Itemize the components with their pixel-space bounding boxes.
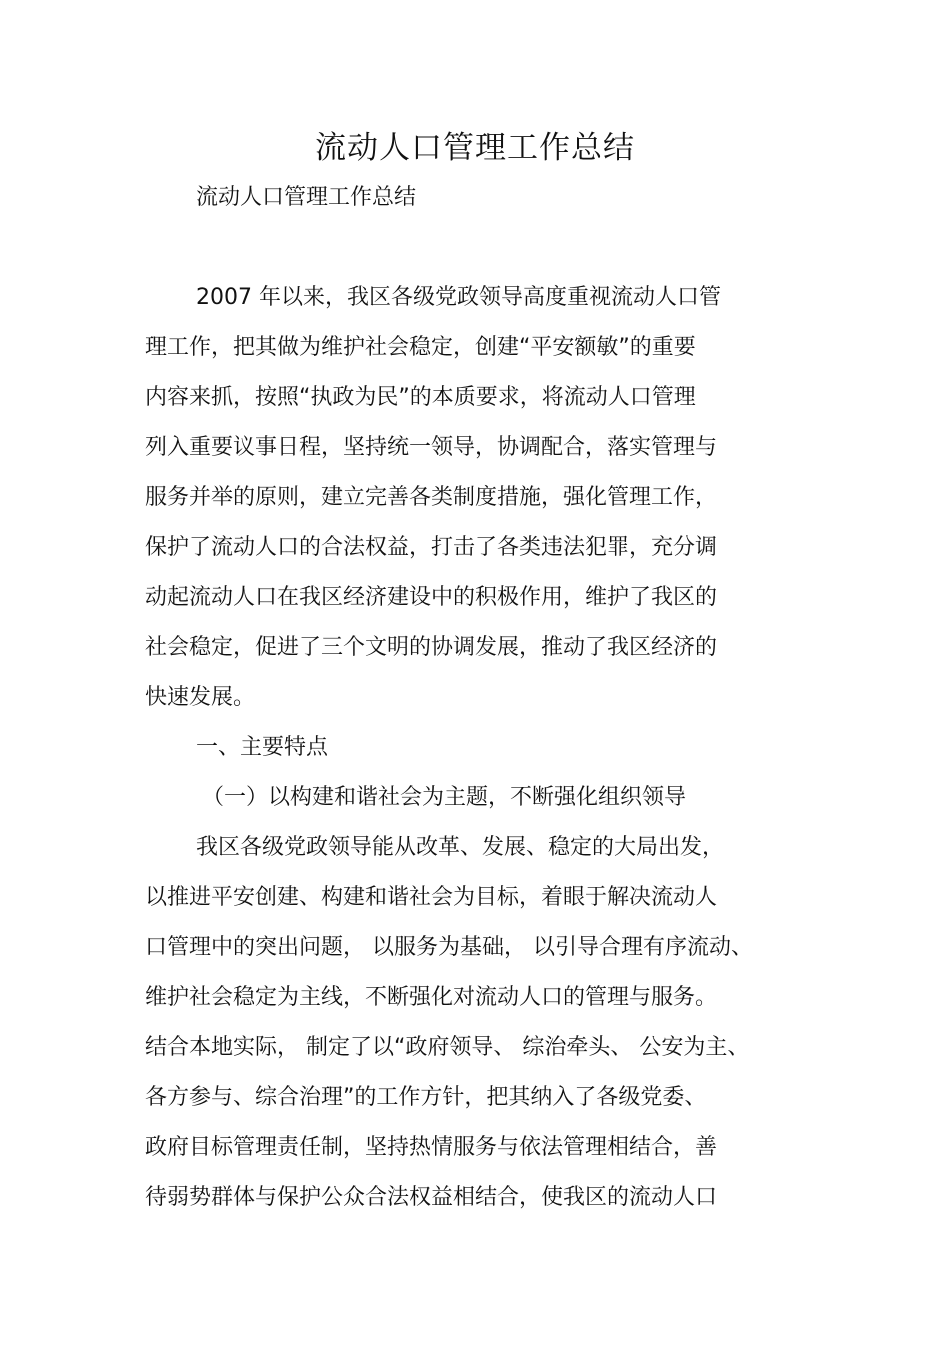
document-subtitle: 流动人口管理工作总结 bbox=[196, 185, 417, 210]
paragraph-line: 社会稳定，促进了三个文明的协调发展，推动了我区经济的 bbox=[145, 635, 718, 660]
subsection-heading: （一）以构建和谐社会为主题，不断强化组织领导 bbox=[202, 785, 687, 810]
paragraph-line: 以推进平安创建、构建和谐社会为目标，着眼于解决流动人 bbox=[145, 885, 718, 910]
paragraph-line: 政府目标管理责任制，坚持热情服务与依法管理相结合，善 bbox=[145, 1135, 718, 1160]
section-heading: 一、主要特点 bbox=[196, 735, 329, 760]
paragraph-line: 口管理中的突出问题， 以服务为基础， 以引导合理有序流动、 bbox=[145, 935, 753, 960]
paragraph-line: 理工作，把其做为维护社会稳定，创建“平安额敏”的重要 bbox=[145, 335, 696, 360]
paragraph-line: 各方参与、综合治理”的工作方针，把其纳入了各级党委、 bbox=[145, 1085, 707, 1110]
paragraph-line: 保护了流动人口的合法权益，打击了各类违法犯罪，充分调 bbox=[145, 535, 718, 560]
document-title: 流动人口管理工作总结 bbox=[315, 130, 635, 166]
paragraph-line: 维护社会稳定为主线，不断强化对流动人口的管理与服务。 bbox=[145, 985, 718, 1010]
paragraph-line: 动起流动人口在我区经济建设中的积极作用，维护了我区的 bbox=[145, 585, 718, 610]
paragraph-line: 结合本地实际， 制定了以“政府领导、 综治牵头、 公安为主、 bbox=[145, 1035, 750, 1060]
paragraph-line: 待弱势群体与保护公众合法权益相结合，使我区的流动人口 bbox=[145, 1185, 718, 1210]
paragraph-line: 我区各级党政领导能从改革、发展、稳定的大局出发， bbox=[196, 835, 725, 860]
paragraph-line: 服务并举的原则，建立完善各类制度措施，强化管理工作， bbox=[145, 485, 718, 510]
paragraph-line: 快速发展。 bbox=[145, 685, 256, 710]
paragraph-line: 2007 年以来，我区各级党政领导高度重视流动人口管 bbox=[196, 285, 721, 310]
paragraph-line: 列入重要议事日程，坚持统一领导，协调配合，落实管理与 bbox=[145, 435, 718, 460]
paragraph-line: 内容来抓，按照“执政为民”的本质要求，将流动人口管理 bbox=[145, 385, 696, 410]
